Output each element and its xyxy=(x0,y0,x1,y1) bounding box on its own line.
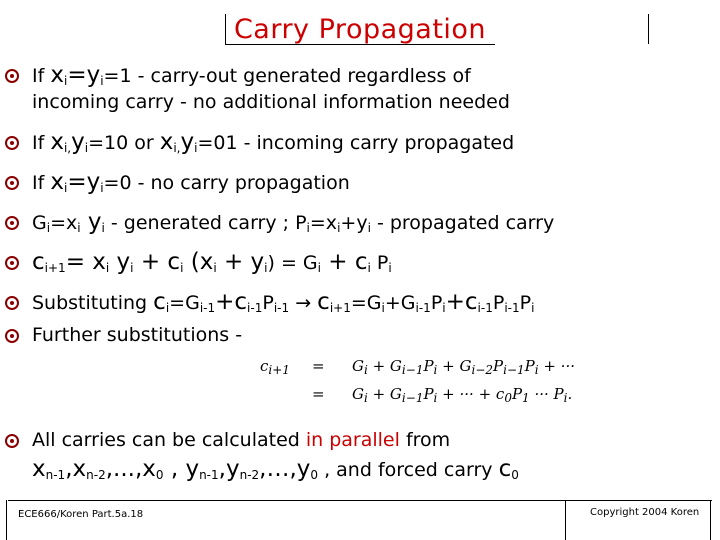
subscript: 0 xyxy=(511,468,519,482)
text: ,x xyxy=(65,456,87,482)
slide-title: Carry Propagation xyxy=(233,14,487,45)
text: - generated carry ; P xyxy=(104,212,307,234)
subscript: i xyxy=(77,221,81,235)
footer-line-left xyxy=(6,500,7,540)
text: +G xyxy=(384,292,416,314)
equation-block xyxy=(260,357,575,413)
text: P xyxy=(519,292,532,314)
footer-course-label: ECE666/Koren Part.5a.18 xyxy=(18,509,144,520)
subscript: i xyxy=(165,301,170,315)
text: y xyxy=(180,129,195,155)
bullet-icon xyxy=(5,216,19,230)
text: (x xyxy=(183,249,214,275)
subscript: i xyxy=(105,261,110,275)
footer-line-mid xyxy=(565,500,566,540)
text: + c xyxy=(321,249,368,275)
bullet-icon xyxy=(5,329,19,343)
text: x xyxy=(159,129,174,155)
bullet-1-line-2: incoming carry - no additional information needed xyxy=(32,91,510,113)
subscript: i xyxy=(306,221,310,235)
subscript: i xyxy=(213,261,217,275)
text: x xyxy=(50,129,64,155)
bullet-icon xyxy=(5,176,19,190)
math-text: + G xyxy=(437,357,472,375)
subscript: 0 xyxy=(310,468,319,482)
subscript: i xyxy=(194,141,198,155)
math-text: + G xyxy=(367,385,402,403)
math-text: + ··· + c xyxy=(437,385,505,403)
subscript: i xyxy=(442,301,446,315)
text: = x xyxy=(65,249,106,275)
text: c xyxy=(153,289,166,315)
text: +c xyxy=(445,289,478,315)
math-text: ··· P xyxy=(529,385,564,403)
math-subscript: i xyxy=(363,391,368,405)
math-text: P xyxy=(423,357,434,375)
bullet-icon xyxy=(5,296,19,310)
text: c xyxy=(317,289,330,315)
text: If xyxy=(32,172,51,194)
text: from xyxy=(399,429,451,451)
text: ,...,x xyxy=(105,456,156,482)
text: =10 or xyxy=(88,132,160,154)
math-subscript: i xyxy=(563,391,568,405)
bullet-5 xyxy=(32,249,392,276)
equals-sign: = xyxy=(312,385,325,403)
subscript: i-1 xyxy=(273,301,290,315)
subscript: i xyxy=(46,221,51,235)
arrow-icon: → xyxy=(295,292,312,314)
subscript: i-1 xyxy=(477,301,493,315)
subscript: i xyxy=(367,221,371,235)
highlight-text: in parallel xyxy=(305,429,400,451)
text: + y xyxy=(216,249,265,275)
bullet-icon xyxy=(5,136,19,150)
text: =y xyxy=(67,62,101,88)
bullet-3 xyxy=(32,169,350,196)
text: If xyxy=(32,132,51,154)
subscript: i, xyxy=(63,141,72,155)
math-text: + ··· xyxy=(538,357,575,375)
math-text: . xyxy=(567,385,573,403)
bullet-8-line-2 xyxy=(32,456,519,483)
text: + c xyxy=(133,249,181,275)
text: =x xyxy=(309,212,338,234)
subscript: i xyxy=(381,301,385,315)
subscript: i-1 xyxy=(199,301,216,315)
math-subscript: i+1 xyxy=(268,363,290,377)
text: ) = G xyxy=(267,252,318,274)
text: P xyxy=(370,252,389,274)
math-subscript: i xyxy=(433,363,438,377)
text: =x xyxy=(50,212,78,234)
text: +y xyxy=(340,212,368,234)
subscript: i xyxy=(100,181,104,195)
text: All carries can be calculated xyxy=(32,429,306,451)
footer-rule xyxy=(8,500,712,501)
subscript: i xyxy=(531,301,535,315)
math-subscript: i−1 xyxy=(401,391,424,405)
math-text: G xyxy=(352,385,364,403)
equation-lhs xyxy=(260,357,312,375)
subscript: n-2 xyxy=(239,468,260,482)
text: ,y xyxy=(218,456,240,482)
footer-copyright: Copyright 2004 Koren xyxy=(590,507,700,518)
math-subscript: i xyxy=(433,391,438,405)
subscript: i+1 xyxy=(329,301,351,315)
text: P xyxy=(262,292,274,314)
math-text: c xyxy=(260,357,269,375)
text: Substituting xyxy=(32,292,154,314)
bullet-2 xyxy=(32,129,514,156)
subscript: i, xyxy=(173,141,181,155)
text: =G xyxy=(350,292,382,314)
text: P xyxy=(430,292,443,314)
text: x xyxy=(50,62,64,88)
bullet-icon xyxy=(5,256,19,270)
math-subscript: i−2 xyxy=(471,363,494,377)
text: , y xyxy=(163,456,200,482)
text: =01 - incoming carry propagated xyxy=(197,132,515,154)
subscript: i xyxy=(337,221,341,235)
subscript: i+1 xyxy=(44,261,66,275)
text: y xyxy=(71,129,85,155)
text: c xyxy=(498,456,512,482)
text: y xyxy=(109,249,131,275)
equation-row-1 xyxy=(260,357,575,385)
equation-row-2 xyxy=(260,385,575,413)
math-text: G xyxy=(352,357,364,375)
equals-sign: = xyxy=(312,357,325,375)
subscript: i xyxy=(317,261,321,275)
bullet-8-line-1 xyxy=(32,427,450,453)
subscript: i xyxy=(84,141,89,155)
text: +c xyxy=(215,289,248,315)
subscript: i-1 xyxy=(247,301,263,315)
text: If xyxy=(32,65,51,87)
subscript: n-2 xyxy=(86,468,106,482)
text: - carry-out generated regardless of xyxy=(131,65,471,87)
math-subscript: i xyxy=(534,363,539,377)
subscript: n-1 xyxy=(199,468,219,482)
text: =y xyxy=(67,169,101,195)
subscript: i xyxy=(130,261,134,275)
math-subscript: 0 xyxy=(504,391,512,405)
subscript: i xyxy=(63,74,68,88)
footer-line-right xyxy=(710,500,711,540)
math-text: P xyxy=(511,385,523,403)
math-subscript: i−1 xyxy=(401,363,424,377)
text: x xyxy=(50,169,64,195)
math-subscript: i−1 xyxy=(503,363,525,377)
subscript: 0 xyxy=(155,468,164,482)
bullet-icon xyxy=(5,69,19,83)
text: , and forced carry xyxy=(318,459,499,481)
text: - propagated carry xyxy=(370,212,555,234)
subscript: i xyxy=(101,221,105,235)
math-text: P xyxy=(493,357,504,375)
subscript: i-1 xyxy=(415,301,431,315)
subscript: i xyxy=(63,181,68,195)
text: c xyxy=(32,249,45,275)
text: P xyxy=(492,292,505,314)
text: =0 - no carry propagation xyxy=(103,172,350,194)
subscript: n-1 xyxy=(45,468,66,482)
text: x xyxy=(32,456,46,482)
math-subscript: i xyxy=(363,363,368,377)
math-text: P xyxy=(423,385,434,403)
text: =G xyxy=(169,292,200,314)
subscript: i xyxy=(367,261,371,275)
math-text: + G xyxy=(367,357,402,375)
subscript: i xyxy=(264,261,268,275)
math-subscript: 1 xyxy=(522,391,530,405)
text: =1 xyxy=(103,65,132,87)
bullet-icon xyxy=(5,434,19,448)
bullet-7: Further substitutions - xyxy=(32,324,243,346)
bullet-1-line-1 xyxy=(32,62,471,89)
subscript: i xyxy=(100,74,104,88)
bullet-4 xyxy=(32,209,554,236)
subscript: i xyxy=(388,261,392,275)
bullet-6 xyxy=(32,289,534,316)
subscript: i-1 xyxy=(504,301,520,315)
math-text: P xyxy=(524,357,535,375)
text: G xyxy=(32,212,47,234)
text: y xyxy=(80,209,102,235)
subscript: i xyxy=(180,261,184,275)
text: ,…,y xyxy=(259,456,311,482)
